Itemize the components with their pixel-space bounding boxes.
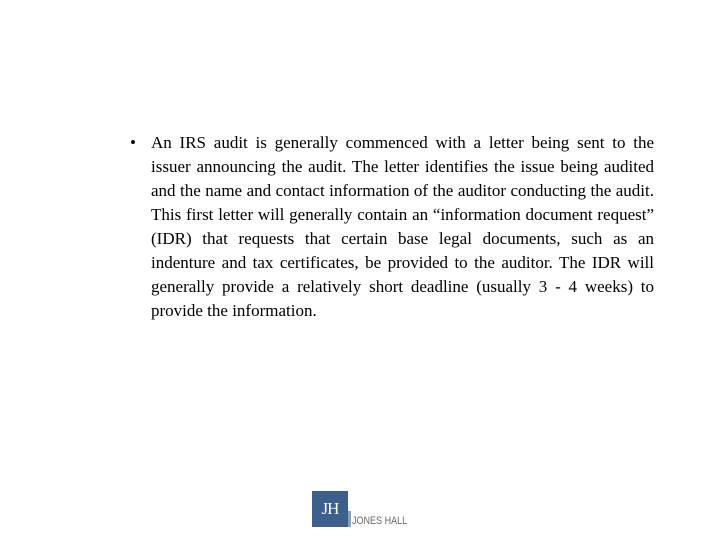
bullet-text: An IRS audit is generally commenced with a letter being sent to the issuer announcing the audit. The letter identifies the issue being audited and the name and contact information of the auditor conducting the audit. This first letter will generally contain an “information document request” (IDR) that requests that certain base legal documents, such as an indenture and tax certificates, be provided to the auditor. The IDR will generally provide a relatively short deadline (usually 3 - 4 weeks) to provide the information. xyxy=(151,133,654,320)
jones-hall-logo xyxy=(312,491,422,531)
logo-accent-stripe xyxy=(348,511,351,527)
logo-initials-box: JH xyxy=(312,491,348,527)
bullet-item xyxy=(130,131,654,323)
logo-wordmark: JONES HALL xyxy=(352,515,408,527)
bullet-marker: • xyxy=(130,133,136,152)
